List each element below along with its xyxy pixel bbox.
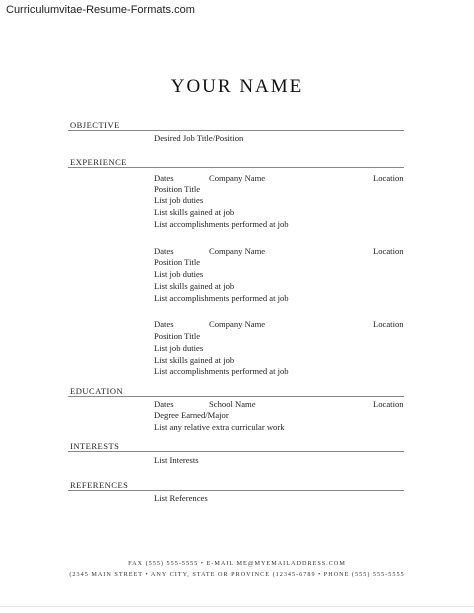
references-text: List References xyxy=(154,493,208,503)
footer-contact-line-1: FAX (555) 555-5555 • E-MAIL ME@MYEMAILADDRESS.COM xyxy=(128,560,346,567)
education-heading: EDUCATION xyxy=(70,386,124,396)
education-degree: Degree Earned/Major xyxy=(154,410,229,420)
entry-location: Location xyxy=(373,173,404,183)
objective-heading: OBJECTIVE xyxy=(70,120,120,130)
entry-position: Position Title xyxy=(154,184,201,194)
objective-divider xyxy=(68,130,404,131)
entry-company: Company Name xyxy=(209,173,266,183)
education-dates: Dates xyxy=(154,399,174,409)
entry-accomplishments: List accomplishments performed at job xyxy=(154,366,289,376)
entry-duties: List job duties xyxy=(154,195,204,205)
entry-dates: Dates xyxy=(154,173,174,183)
experience-heading: EXPERIENCE xyxy=(70,157,127,167)
entry-dates: Dates xyxy=(154,319,174,329)
resume-name-title: YOUR NAME xyxy=(170,76,304,97)
entry-company: Company Name xyxy=(209,319,266,329)
entry-skills: List skills gained at job xyxy=(154,281,235,291)
entry-skills: List skills gained at job xyxy=(154,207,235,217)
entry-accomplishments: List accomplishments performed at job xyxy=(154,293,289,303)
entry-duties: List job duties xyxy=(154,343,204,353)
interests-heading: INTERESTS xyxy=(70,441,120,451)
references-heading: REFERENCES xyxy=(70,480,129,490)
entry-skills: List skills gained at job xyxy=(154,355,235,365)
entry-position: Position Title xyxy=(154,257,201,267)
site-watermark: Curriculumvitae-Resume-Formats.com xyxy=(6,4,195,16)
entry-location: Location xyxy=(373,246,404,256)
objective-text: Desired Job Title/Position xyxy=(154,133,244,143)
education-divider xyxy=(68,396,404,397)
education-location: Location xyxy=(373,399,404,409)
entry-accomplishments: List accomplishments performed at job xyxy=(154,219,289,229)
entry-dates: Dates xyxy=(154,246,174,256)
interests-text: List Interests xyxy=(154,455,199,465)
references-divider xyxy=(68,490,404,491)
interests-divider xyxy=(68,451,404,452)
education-school: School Name xyxy=(209,399,256,409)
footer-contact-line-2: (2345 MAIN STREET • ANY CITY, STATE OR PROVINCE (12345-6789 • PHONE (555) 555-5555 xyxy=(69,571,405,578)
entry-company: Company Name xyxy=(209,246,266,256)
experience-divider xyxy=(68,167,404,168)
page-bottom-edge xyxy=(0,606,474,607)
entry-position: Position Title xyxy=(154,331,201,341)
entry-location: Location xyxy=(373,319,404,329)
entry-duties: List job duties xyxy=(154,269,204,279)
education-extra: List any relative extra curricular work xyxy=(154,422,285,432)
